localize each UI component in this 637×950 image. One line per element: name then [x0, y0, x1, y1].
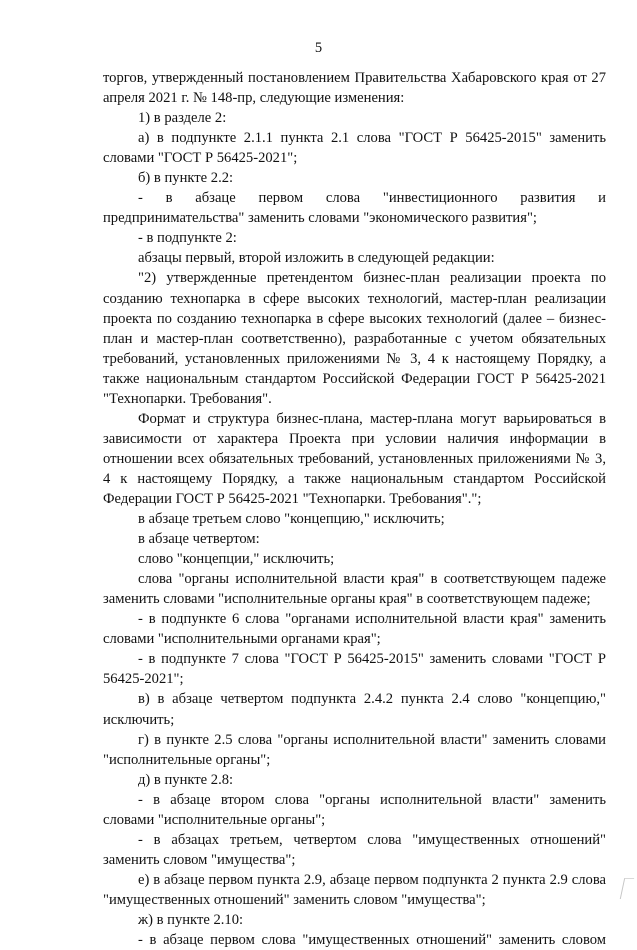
paragraph: 1) в разделе 2:	[138, 110, 227, 127]
page-number: 5	[314, 40, 323, 56]
paragraph: - в абзаце втором слова "органы исполнительной власти" заменить словами "исполнительные органы";	[103, 791, 606, 828]
paragraph: слова "органы исполнительной власти края" в соответствующем падеже заменить словами "исполнительные органы края" в соответствующем падеже;	[103, 571, 606, 608]
paragraph: Формат и структура бизнес-плана, мастер-плана могут варьироваться в зависимости от характера Проекта при условии наличия информации в отношении всех обязательных требований, установленных приложениями № 3, 4 к настоящему Порядку, а также национальным стандартом Российской Федерации ГОСТ Р 56425-2021 "Технопарки. Требования".";	[103, 410, 606, 507]
paragraph: в) в абзаце четвертом подпункта 2.4.2 пункта 2.4 слово "концепцию," исключить;	[103, 691, 606, 728]
scan-artifact	[620, 878, 634, 899]
paragraph: д) в пункте 2.8:	[138, 771, 234, 788]
document-body	[103, 68, 606, 950]
paragraph: - в подпункте 7 слова "ГОСТ Р 56425-2015" заменить словами "ГОСТ Р 56425-2021";	[103, 651, 606, 688]
paragraph: торгов, утвержденный постановлением Правительства Хабаровского края от 27 апреля 2021 г. № 148-пр, следующие изменения:	[103, 70, 606, 107]
paragraph: "2) утвержденные претендентом бизнес-план реализации проекта по созданию технопарка в сфере высоких технологий, мастер-план реализации проекта по созданию технопарка в сфере высоких технологий (далее – бизнес-план и мастер-план соответственно), разработанные с учетом обязательных требований, установленных приложениями № 3, 4 к настоящему Порядку, а также национальным стандартом Российской Федерации ГОСТ Р 56425-2021 "Технопарки. Требования".	[103, 270, 606, 407]
paragraph: г) в пункте 2.5 слова "органы исполнительной власти" заменить словами "исполнительные органы";	[103, 731, 606, 768]
paragraph: ж) в пункте 2.10:	[138, 911, 244, 928]
paragraph: - в абзаце первом слова "имущественных отношений" заменить словом	[138, 932, 606, 949]
paragraph: в абзаце четвертом:	[138, 531, 260, 548]
paragraph: - в абзаце первом слова "инвестиционного развития и предпринимательства" заменить словами "экономического развития";	[103, 190, 606, 227]
paragraph: слово "концепции," исключить;	[138, 551, 335, 568]
paragraph: - в абзацах третьем, четвертом слова "имущественных отношений" заменить словом "имущества";	[103, 831, 606, 868]
paragraph: а) в подпункте 2.1.1 пункта 2.1 слова "ГОСТ Р 56425-2015" заменить словами "ГОСТ Р 56425-2021";	[103, 130, 606, 167]
paragraph: - в подпункте 2:	[138, 230, 237, 247]
paragraph: б) в пункте 2.2:	[138, 170, 234, 187]
paragraph: - в подпункте 6 слова "органами исполнительной власти края" заменить словами "исполнительными органами края";	[103, 611, 606, 648]
paragraph: абзацы первый, второй изложить в следующей редакции:	[138, 250, 495, 267]
paragraph: е) в абзаце первом пункта 2.9, абзаце первом подпункта 2 пункта 2.9 слова "имущественных отношений" заменить словом "имущества";	[103, 871, 606, 908]
paragraph: в абзаце третьем слово "концепцию," исключить;	[138, 511, 445, 528]
